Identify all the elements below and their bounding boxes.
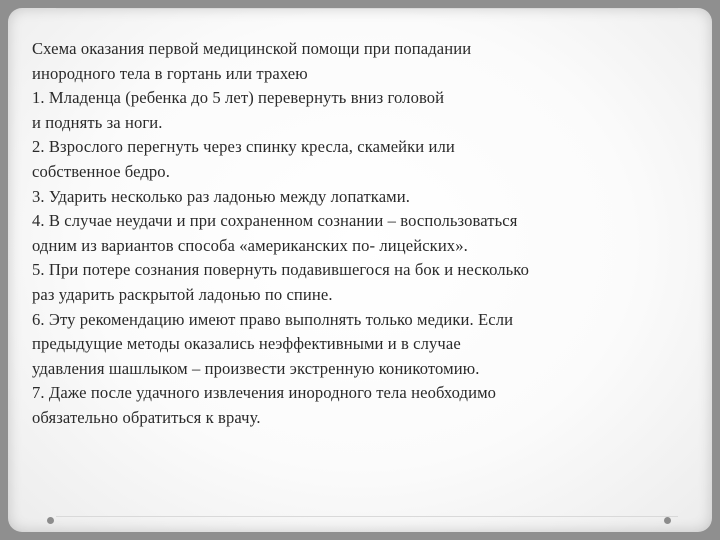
text-line-step6-c: удавления шашлыком – произвести экстренную коникотомию.: [32, 358, 480, 378]
text-line-step7-b: обязательно обратиться к врачу.: [32, 407, 261, 427]
frame-line-bottom: [56, 516, 678, 517]
text-line-step4-b: одним из вариантов способа «американских по- лицейских».: [32, 235, 468, 255]
text-line-step3: 3. Ударить несколько раз ладонью между лопатками.: [32, 186, 411, 206]
slide-text: [32, 37, 700, 431]
text-line-step6-a: 6. Эту рекомендацию имеют право выполнять только медики. Если: [32, 309, 514, 329]
text-line-step7-a: 7. Даже после удачного извлечения инородного тела необходимо: [32, 383, 497, 403]
bullet-dot-right: [664, 517, 671, 524]
bullet-dot-left: [47, 517, 54, 524]
text-line-step2-b: собственное бедро.: [32, 161, 170, 181]
frame-line-top: [56, 8, 678, 9]
text-line-title-2: инородного тела в гортань или трахею: [32, 63, 308, 83]
slide: [8, 8, 712, 532]
text-line-step6-b: предыдущие методы оказались неэффективными и в случае: [32, 334, 461, 354]
text-line-title-1: Схема оказания первой медицинской помощи при попадании: [32, 39, 472, 58]
text-line-step2-a: 2. Взрослого перегнуть через спинку кресла, скамейки или: [32, 137, 455, 157]
text-line-step5-b: раз ударить раскрытой ладонью по спине.: [32, 284, 333, 304]
text-line-step1-a: 1. Младенца (ребенка до 5 лет) перевернуть вниз головой: [32, 88, 445, 108]
text-line-step1-b: и поднять за ноги.: [32, 112, 163, 132]
text-line-step4-a: 4. В случае неудачи и при сохраненном сознании – воспользоваться: [32, 211, 518, 231]
text-line-step5-a: 5. При потере сознания повернуть подавившегося на бок и несколько: [32, 260, 530, 280]
